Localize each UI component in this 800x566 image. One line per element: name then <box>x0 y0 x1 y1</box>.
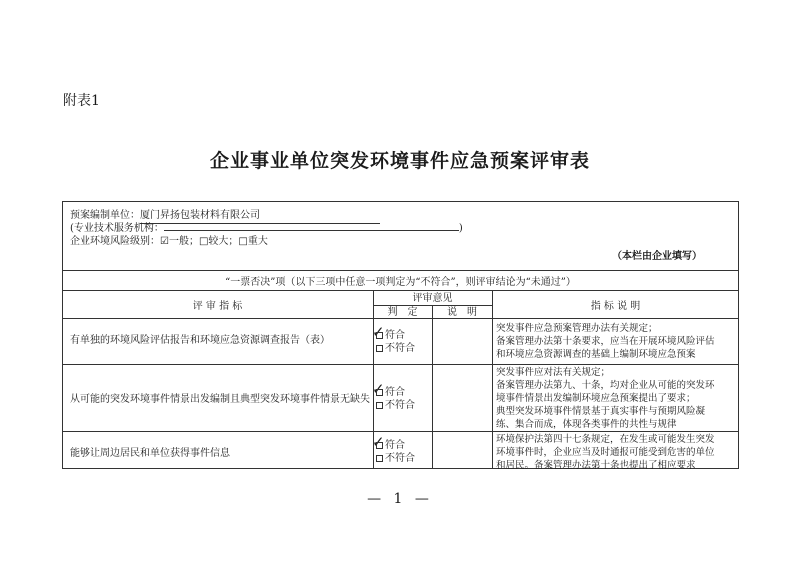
note-line: 突发事件应对法有关规定； <box>496 367 611 378</box>
divider-row-2 <box>62 431 739 432</box>
row-1-option-pass[interactable] <box>376 329 405 342</box>
option-label: 符合 <box>385 440 405 451</box>
header-indicator-note: 指 标 说 明 <box>590 301 641 312</box>
unit-label: 预案编制单位： <box>70 210 140 221</box>
note-line: 练、集合而成，体现各类事件的共性与规律 <box>496 419 677 430</box>
option-label: 不符合 <box>385 453 415 464</box>
row-1-indicator: 有单独的环境风险评估报告和环境应急资源调查报告（表） <box>70 335 330 346</box>
option-label: 符合 <box>385 330 405 341</box>
note-line: 境事件情景出发编制环境应急预案提出了要求； <box>496 393 696 404</box>
note-line: 环境保护法第四十七条规定，在发生或可能发生突发 <box>496 434 715 445</box>
checkbox-icon <box>376 455 383 462</box>
header-explanation: 说 明 <box>447 307 477 318</box>
checkbox-icon <box>376 402 383 409</box>
header-judgement: 判 定 <box>387 307 418 318</box>
row-1-note <box>496 322 736 361</box>
checkbox-icon <box>376 389 383 396</box>
divider-row-1 <box>62 364 739 365</box>
check-mark-icon: ✓ <box>372 323 385 341</box>
header-opinion: 评审意见 <box>412 293 453 304</box>
agency-close: ) <box>458 223 463 234</box>
col-divider-3 <box>492 290 493 469</box>
row-3-note <box>496 433 736 472</box>
row-2-option-pass[interactable] <box>376 386 405 399</box>
option-label: 不符合 <box>385 343 415 354</box>
enterprise-fill-note: （本栏由企业填写） <box>612 251 702 262</box>
risk-symbol-general[interactable]: ☑ <box>160 236 169 247</box>
risk-option-general: 一般 <box>168 236 189 247</box>
note-line: 典型突发环境事件情景基于真实事件与预期风险凝 <box>496 406 706 417</box>
note-line: 突发事件应急预案管理办法有关规定； <box>496 323 658 334</box>
row-3-indicator: 能够让周边居民和单位获得事件信息 <box>70 448 230 459</box>
checkbox-icon <box>376 332 383 339</box>
agency-blank-line <box>164 230 459 231</box>
risk-symbol-severe[interactable]: □ <box>238 236 248 247</box>
page-number: — 1 — <box>367 491 433 507</box>
attachment-label: 附表1 <box>63 93 100 109</box>
risk-option-severe: 重大 <box>247 236 268 247</box>
unit-value: 厦门昇扬包装材料有限公司 <box>140 209 380 224</box>
row-3-option-pass[interactable] <box>376 439 405 452</box>
risk-label: 企业环境风险级别： <box>70 236 160 247</box>
note-line: 和居民。备案管理办法第十条也提出了相应要求 <box>496 460 696 471</box>
risk-level-row: 企业环境风险级别：☑一般；□较大；□重大 <box>70 236 268 247</box>
note-line: 和环境应急资源调查的基础上编制环境应急预案 <box>496 349 696 360</box>
agency-label: (专业技术服务机构： <box>70 223 164 234</box>
header-indicator: 评 审 指 标 <box>192 301 243 312</box>
check-mark-icon: ✓ <box>372 433 385 451</box>
row-2-note <box>496 366 736 431</box>
checkbox-icon <box>376 345 383 352</box>
agency-row <box>70 222 463 236</box>
option-label: 符合 <box>385 387 405 398</box>
divider-after-header <box>62 270 739 271</box>
row-2-indicator: 从可能的突发环境事件情景出发编制且典型突发环境事件情景无缺失 <box>70 394 370 405</box>
row-3-option-fail[interactable] <box>376 452 415 465</box>
checkbox-icon <box>376 442 383 449</box>
note-line: 备案管理办法第十条要求，应当在开展环境风险评估 <box>496 336 715 347</box>
option-label: 不符合 <box>385 400 415 411</box>
row-1-option-fail[interactable] <box>376 342 415 355</box>
col-divider-2 <box>432 305 433 469</box>
divider-after-veto <box>62 290 739 291</box>
veto-notice: “一票否决”项（以下三项中任意一项判定为“不符合”，则评审结论为“未通过”） <box>225 277 576 288</box>
risk-symbol-major[interactable]: □ <box>198 236 209 247</box>
note-line: 备案管理办法第九、十条，均对企业从可能的突发环 <box>496 380 715 391</box>
note-line: 环境事件时，企业应当及时通报可能受到危害的单位 <box>496 447 715 458</box>
form-title: 企业事业单位突发环境事件应急预案评审表 <box>209 150 590 172</box>
row-2-option-fail[interactable] <box>376 399 415 412</box>
risk-option-major: 较大 <box>208 236 229 247</box>
check-mark-icon: ✓ <box>372 380 385 398</box>
